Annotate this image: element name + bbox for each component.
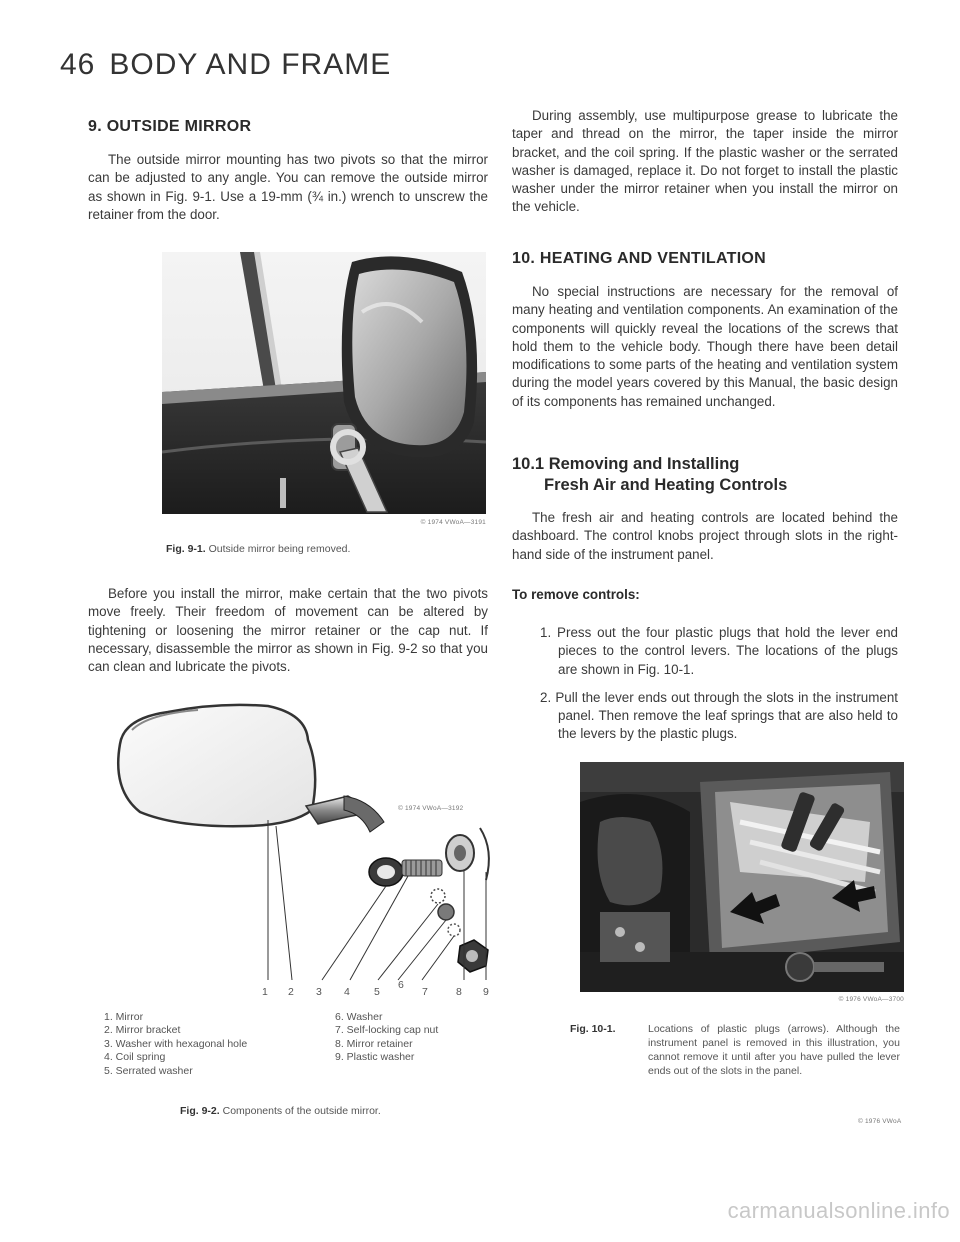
figure-10-1-photo bbox=[580, 762, 904, 992]
figure-10-1-label: Fig. 10-1. bbox=[570, 1023, 616, 1035]
figure-9-2-copyright: © 1974 VWoA—3192 bbox=[398, 805, 464, 812]
mirror-retainer-icon bbox=[458, 940, 488, 972]
callout-8: 8 bbox=[456, 986, 462, 998]
parts-list-left bbox=[104, 1011, 247, 1078]
figure-9-1-copyright: © 1974 VWoA—3191 bbox=[420, 519, 486, 526]
callout-4: 4 bbox=[344, 986, 350, 998]
mirror-components-exploded-view bbox=[108, 700, 498, 1000]
section-9-paragraph-3: During assembly, use multipurpose grease to lubricate the taper and thread on the mirror, the taper inside the mirror bracket, and the coil spring. If the plastic washer or the serrated washer is damaged, replace it. Do not forget to install the plastic washer under the mirror retainer when you install the mirror on the vehicle. bbox=[512, 108, 898, 215]
figure-9-1-photo bbox=[162, 252, 486, 514]
section-10-title: 10. HEATING AND VENTILATION bbox=[512, 250, 767, 267]
step-item: 2. Pull the lever ends out through the slots in the instrument panel. Then remove the leaf springs that are also held to the levers by the plastic plugs. bbox=[540, 689, 898, 742]
callout-1: 1 bbox=[262, 986, 268, 998]
parts-list-right bbox=[335, 1011, 438, 1065]
page-number: 46 bbox=[60, 48, 96, 81]
parts-list-item: 2. Mirror bracket bbox=[104, 1024, 181, 1037]
parts-list-item: 1. Mirror bbox=[104, 1011, 144, 1023]
figure-10-1-copyright: © 1976 VWoA—3700 bbox=[838, 996, 904, 1003]
callout-7: 7 bbox=[422, 986, 428, 998]
site-watermark: carmanualsonline.info bbox=[727, 1198, 950, 1223]
callout-9: 9 bbox=[483, 986, 489, 998]
subsection-10-1-title bbox=[512, 454, 787, 496]
threaded-stud-icon bbox=[402, 860, 442, 876]
subsection-10-1-title-line-1: 10.1 Removing and Installing bbox=[512, 455, 740, 473]
parts-list-item: 4. Coil spring bbox=[104, 1051, 166, 1064]
step-item: 1. Press out the four plastic plugs that hold the lever end pieces to the control levers. The locations of the plugs are shown in Fig. 10-1. bbox=[540, 625, 898, 677]
running-head bbox=[60, 48, 391, 82]
figure-9-2-caption bbox=[180, 1104, 381, 1118]
section-9-paragraph-2: Before you install the mirror, make certain that the two pivots move freely. Their freedom of movement can be altered by tightening or loosening the mirror retainer or the cap nut. If necessary, disassemble the mirror as shown in Fig. 9-2 so that you can clean and lubricate the pivots. bbox=[88, 586, 488, 675]
page-copyright: © 1976 VWoA bbox=[858, 1118, 902, 1125]
parts-list-item: 8. Mirror retainer bbox=[335, 1037, 413, 1050]
figure-9-2-label: Fig. 9-2. bbox=[180, 1105, 220, 1117]
heater-controls-photo bbox=[580, 762, 904, 992]
subsection-10-1-title-line-2: Fresh Air and Heating Controls bbox=[544, 476, 788, 494]
callout-6: 6 bbox=[398, 979, 404, 991]
callout-5: 5 bbox=[374, 986, 380, 998]
figure-9-2-caption-text: Components of the outside mirror. bbox=[222, 1105, 381, 1117]
parts-list-item: 6. Washer bbox=[335, 1011, 383, 1023]
section-name: BODY AND FRAME bbox=[109, 48, 392, 81]
parts-list-item: 9. Plastic washer bbox=[335, 1051, 415, 1064]
section-9-paragraph-1: The outside mirror mounting has two pivots so that the mirror can be adjusted to any angle. You can remove the outside mirror as shown in Fig. 9-1. Use a 19-mm (¾ in.) wrench to unscrew the retainer from the door. bbox=[88, 152, 488, 222]
outside-mirror-removal-photo bbox=[162, 252, 486, 514]
section-10-paragraph-2: The fresh air and heating controls are located behind the dashboard. The control knobs project through slots in the right-hand side of the instrument panel. bbox=[512, 510, 898, 562]
figure-9-2-diagram bbox=[108, 700, 498, 1000]
parts-list-item: 7. Self-locking cap nut bbox=[335, 1024, 439, 1037]
steps-lead: To remove controls: bbox=[512, 587, 640, 602]
section-10-paragraph-1: No special instructions are necessary for the removal of many heating and ventilation components. An examination of the components will quickly reveal the locations of the screws that hold them to the vehicle body. Though there have been detail modifications to some parts of the heating and ventilation system during the model years covered by this Manual, the basic design of its components has remained unchanged. bbox=[512, 284, 898, 409]
callout-2: 2 bbox=[288, 986, 294, 998]
figure-9-1-caption bbox=[166, 542, 350, 556]
figure-9-1-label: Fig. 9-1. bbox=[166, 543, 206, 555]
figure-9-1-caption-text: Outside mirror being removed. bbox=[208, 543, 351, 555]
callout-3: 3 bbox=[316, 986, 322, 998]
figure-10-1-caption-text: Locations of plastic plugs (arrows). Although the instrument panel is removed in this illustration, you cannot remove it until after you have pulled the lever ends out of the slots in the panel. bbox=[648, 1023, 900, 1077]
section-9-title: 9. OUTSIDE MIRROR bbox=[88, 118, 252, 135]
removal-steps-list bbox=[534, 624, 898, 754]
figure-10-1-caption bbox=[570, 1022, 900, 1077]
parts-list-item: 3. Washer with hexagonal hole bbox=[104, 1037, 248, 1050]
parts-list-item: 5. Serrated washer bbox=[104, 1064, 193, 1077]
